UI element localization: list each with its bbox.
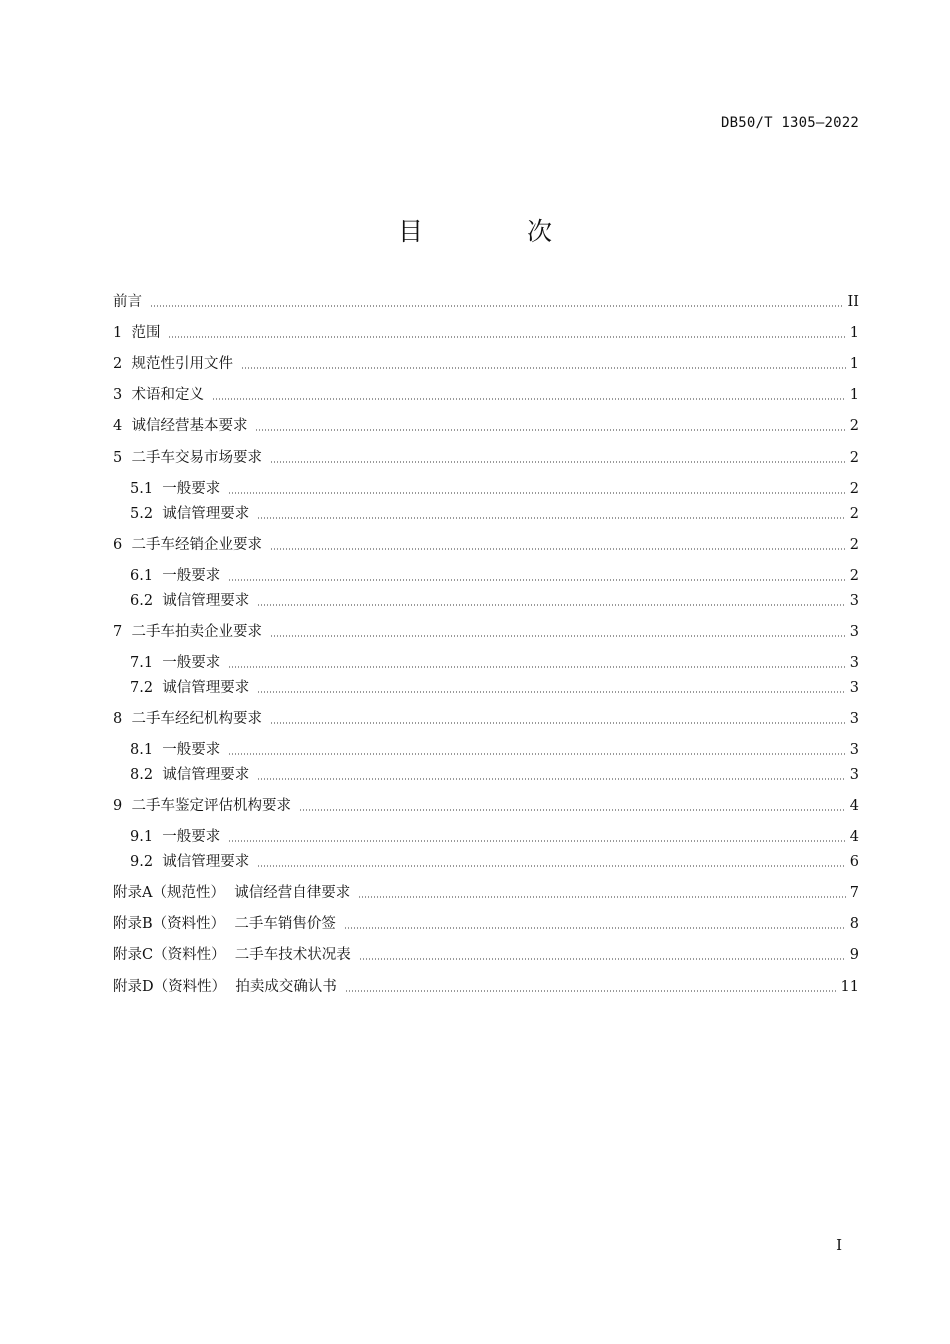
toc-entry-page: 3 (849, 655, 859, 671)
toc-entry-7[interactable] (113, 622, 859, 642)
toc-entry-label: 6.1 一般要求 (130, 568, 221, 584)
toc-entry-7-1[interactable] (130, 653, 859, 673)
toc-entry-5-1[interactable] (130, 479, 859, 499)
toc-entry-label: 附录C（资料性） 二手车技术状况表 (113, 947, 351, 963)
toc-leader-dots (228, 840, 845, 842)
toc-entry-page: 2 (849, 537, 859, 553)
toc-entry-page: 8 (849, 916, 859, 932)
toc-leader-dots (270, 722, 846, 724)
toc-entry-label: 8.2 诚信管理要求 (130, 767, 250, 783)
toc-entry-appendix-a[interactable] (113, 883, 859, 903)
toc-entry-label: 附录D（资料性） 拍卖成交确认书 (113, 979, 337, 995)
toc-entry-3[interactable] (113, 385, 859, 405)
toc-entry-page: 1 (849, 325, 859, 341)
toc-leader-dots (228, 492, 845, 494)
toc-leader-dots (299, 809, 846, 811)
toc-entry-label: 9.2 诚信管理要求 (130, 854, 250, 870)
toc-leader-dots (270, 461, 846, 463)
toc-leader-dots (257, 604, 845, 606)
toc-leader-dots (359, 958, 846, 960)
toc-entry-page: 9 (849, 947, 859, 963)
toc-entry-label: 6 二手车经销企业要求 (113, 537, 262, 553)
toc-entry-preface[interactable] (113, 292, 859, 312)
toc-leader-dots (228, 579, 845, 581)
document-code: DB50/T 1305—2022 (720, 115, 859, 131)
toc-entry-label: 5 二手车交易市场要求 (113, 450, 262, 466)
toc-entry-label: 3 术语和定义 (113, 387, 204, 403)
toc-entry-label: 5.1 一般要求 (130, 481, 221, 497)
toc-entry-label: 6.2 诚信管理要求 (130, 593, 250, 609)
toc-entry-label: 2 规范性引用文件 (113, 356, 233, 372)
toc-entry-page: 3 (849, 742, 859, 758)
toc-entry-appendix-b[interactable] (113, 914, 859, 934)
toc-entry-9-1[interactable] (130, 827, 859, 847)
toc-entry-label: 8 二手车经纪机构要求 (113, 711, 262, 727)
toc-entry-4[interactable] (113, 416, 859, 436)
toc-entry-label: 4 诚信经营基本要求 (113, 418, 248, 434)
toc-entry-5[interactable] (113, 448, 859, 468)
toc-leader-dots (270, 548, 846, 550)
toc-entry-appendix-c[interactable] (113, 945, 859, 965)
toc-entry-page: 2 (849, 506, 859, 522)
toc-entry-9-2[interactable] (130, 852, 859, 872)
toc-entry-6-2[interactable] (130, 591, 859, 611)
toc-entry-page: 1 (849, 356, 859, 372)
toc-leader-dots (345, 990, 837, 992)
toc-entry-page: 7 (849, 885, 859, 901)
toc-entry-label: 前言 (113, 294, 142, 310)
toc-leader-dots (257, 865, 845, 867)
toc-entry-page: 3 (849, 711, 859, 727)
toc-entry-2[interactable] (113, 354, 859, 374)
toc-entry-label: 7 二手车拍卖企业要求 (113, 624, 262, 640)
toc-entry-page: 11 (840, 979, 859, 995)
toc-entry-page: 4 (849, 829, 859, 845)
toc-leader-dots (241, 367, 846, 369)
toc-entry-page: 2 (849, 418, 859, 434)
toc-entry-label: 7.1 一般要求 (130, 655, 221, 671)
toc-leader-dots (257, 691, 845, 693)
toc-leader-dots (228, 753, 845, 755)
toc-entry-label: 附录A（规范性） 诚信经营自律要求 (113, 885, 351, 901)
toc-entry-page: 1 (849, 387, 859, 403)
toc-leader-dots (270, 635, 846, 637)
toc-leader-dots (257, 517, 845, 519)
page-number: I (836, 1236, 842, 1254)
toc-entry-label: 7.2 诚信管理要求 (130, 680, 250, 696)
toc-entry-page: 3 (849, 624, 859, 640)
toc-entry-label: 5.2 诚信管理要求 (130, 506, 250, 522)
toc-leader-dots (358, 896, 846, 898)
toc-entry-page: 6 (849, 854, 859, 870)
toc-leader-dots (168, 336, 845, 338)
toc-entry-page: 3 (849, 767, 859, 783)
toc-entry-label: 1 范围 (113, 325, 161, 341)
toc-entry-6-1[interactable] (130, 566, 859, 586)
toc-entry-5-2[interactable] (130, 504, 859, 524)
toc-entry-9[interactable] (113, 796, 859, 816)
toc-leader-dots (228, 666, 845, 668)
toc-entry-appendix-d[interactable] (113, 977, 859, 997)
toc-entry-page: II (847, 294, 859, 310)
toc-leader-dots (344, 927, 846, 929)
toc-leader-dots (255, 429, 845, 431)
toc-entry-page: 3 (849, 680, 859, 696)
toc-entry-page: 2 (849, 481, 859, 497)
toc-entry-label: 8.1 一般要求 (130, 742, 221, 758)
toc-entry-7-2[interactable] (130, 678, 859, 698)
toc-leader-dots (150, 305, 844, 307)
toc-entry-8[interactable] (113, 709, 859, 729)
toc-leader-dots (212, 398, 846, 400)
toc-leader-dots (257, 778, 845, 780)
toc-entry-label: 9 二手车鉴定评估机构要求 (113, 798, 291, 814)
toc-entry-label: 9.1 一般要求 (130, 829, 221, 845)
page-title: 目 次 (398, 217, 600, 246)
toc-entry-page: 2 (849, 568, 859, 584)
toc-entry-8-1[interactable] (130, 740, 859, 760)
toc-entry-label: 附录B（资料性） 二手车销售价签 (113, 916, 336, 932)
toc-entry-page: 3 (849, 593, 859, 609)
toc-entry-page: 2 (849, 450, 859, 466)
toc-entry-8-2[interactable] (130, 765, 859, 785)
toc-entry-6[interactable] (113, 535, 859, 555)
toc-entry-1[interactable] (113, 323, 859, 343)
toc-entry-page: 4 (849, 798, 859, 814)
